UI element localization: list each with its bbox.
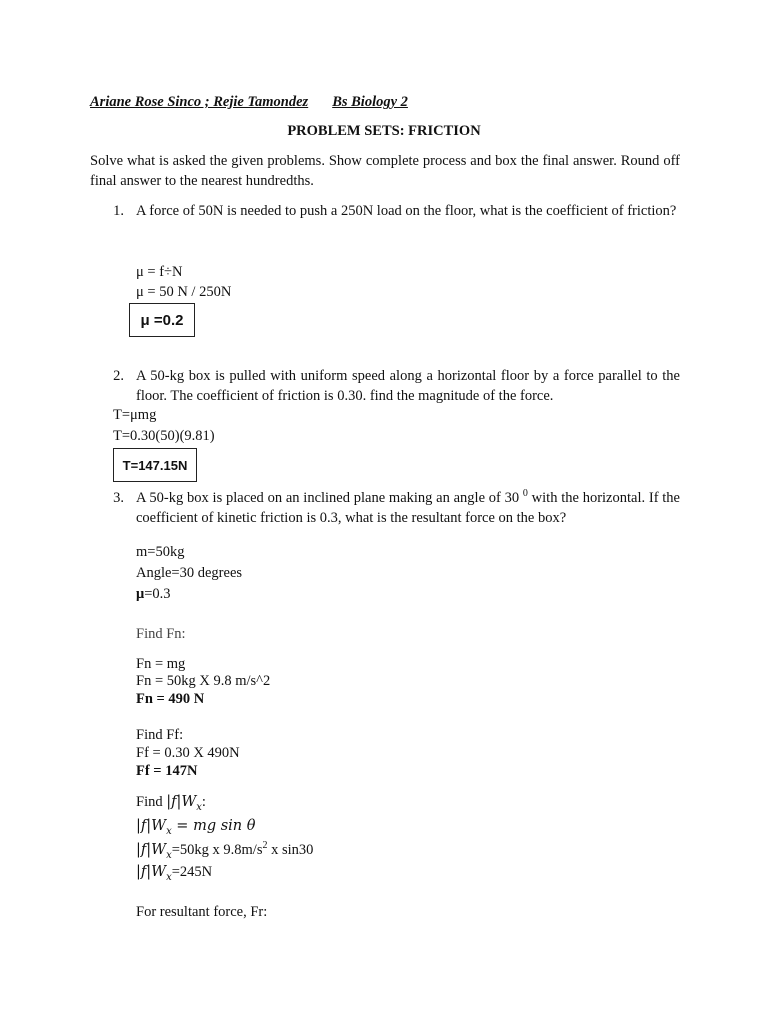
problem-2-work-line-2: T=0.30(50)(9.81) (113, 428, 215, 444)
author-header (90, 93, 408, 111)
course: Bs Biology 2 (332, 94, 408, 110)
problem-1-work-line-1: μ = f÷N (136, 264, 183, 280)
wx-equation-2: $|f|W_x=50kg$ x $9.8m/s^2$ x sin30 (136, 840, 314, 861)
page-title: PROBLEM SETS: FRICTION (287, 123, 481, 139)
wx-eq1-rhs: = mg sin θ (171, 818, 256, 834)
given-mu (136, 584, 171, 604)
problem-1-work-line-2: μ = 50 N / 250N (136, 284, 232, 300)
w-symbol: W (151, 818, 167, 834)
problem-3-number: 3. (113, 490, 124, 506)
find-wx-heading: Find $|f|W_x$: (136, 794, 206, 813)
fn-line-2: Fn = 50kg X 9.8 m/s^2 (136, 673, 271, 689)
wx-equation-3: $|f|W_x=245N$ (136, 864, 213, 883)
resultant-heading: For resultant force, Fr: (136, 904, 268, 920)
wx-eq3-rhs: =245N (171, 864, 213, 880)
problem-3-text (136, 488, 680, 528)
problem-2-text: A 50-kg box is pulled with uniform speed along a horizontal floor by a force parallel to the floor. The coefficient of friction is 0.30. find the magnitude of the force. (136, 368, 680, 404)
find-wx-prefix: Find (136, 794, 167, 810)
find-fn-heading: Find Fn: (136, 626, 186, 642)
problem-1-text: A force of 50N is needed to push a 250N load on the floor, what is the coefficient of friction? (136, 203, 677, 219)
find-ff-heading: Find Ff: (136, 727, 184, 743)
wx-eq2-rhs-b: x sin30 (267, 842, 314, 858)
problem-1-number: 1. (113, 203, 124, 219)
squared-superscript: 2 (262, 840, 268, 852)
f-symbol: f (140, 818, 147, 834)
fn-line-1: Fn = mg (136, 656, 186, 672)
problem-2-answer-box: T=147.15N (113, 448, 197, 482)
given-angle: Angle=30 degrees (136, 565, 243, 581)
w-symbol: W (151, 864, 167, 880)
find-wx-colon: : (201, 794, 206, 810)
degree-superscript: 0 (522, 488, 528, 500)
w-symbol: W (151, 842, 167, 858)
x-subscript: x (196, 801, 202, 813)
problem-1-answer-box: μ =0.2 (129, 303, 195, 337)
x-subscript: x (166, 849, 172, 861)
f-symbol: f (140, 842, 147, 858)
given-mu-value: =0.3 (144, 586, 171, 602)
wx-equation-1: $|f|W_x$ = mg sin θ (136, 818, 256, 837)
problem-2-work-line-1: T=μmg (113, 407, 157, 423)
instructions: Solve what is asked the given problems. Show complete process and box the final answer. Round off final answer to the nearest hundredths. (90, 153, 680, 189)
ff-line-1: Ff = 0.30 X 490N (136, 745, 240, 761)
problem-3-text-a: A 50-kg box is placed on an inclined plane making an angle of 30 (136, 490, 520, 506)
f-symbol: f (140, 864, 147, 880)
x-subscript: x (166, 825, 172, 837)
f-symbol: f (171, 794, 177, 810)
problem-3-text-b: with the horizontal. If the coefficient of kinetic friction is 0.3, what is the resultant force on the box? (136, 490, 680, 526)
x-subscript: x (166, 871, 172, 883)
given-mass: m=50kg (136, 544, 185, 560)
fn-result: Fn = 490 N (136, 691, 205, 707)
mu-symbol: μ (136, 586, 145, 602)
w-symbol: W (181, 794, 197, 810)
authors: Ariane Rose Sinco ; Rejie Tamondez (90, 94, 309, 110)
problem-2-number: 2. (113, 368, 124, 384)
wx-eq2-rhs-a: =50kg x 9.8m/s (171, 842, 263, 858)
ff-result: Ff = 147N (136, 763, 198, 779)
